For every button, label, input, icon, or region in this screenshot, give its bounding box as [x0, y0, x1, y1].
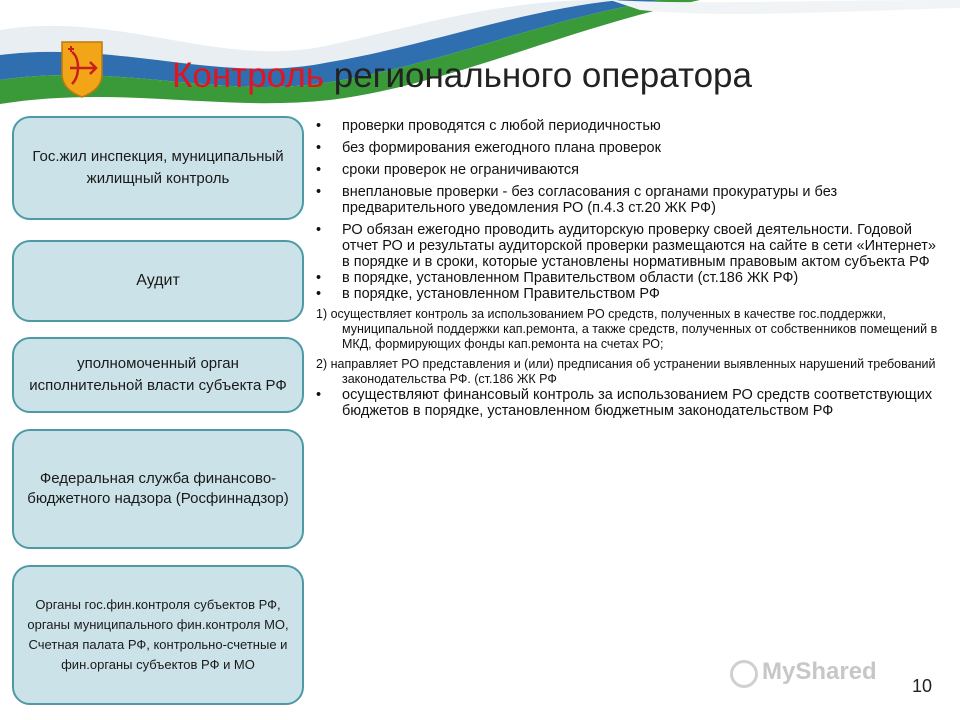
page-number: 10	[912, 676, 933, 696]
page-title-rest: регионального оператора	[324, 56, 752, 95]
audit-list	[316, 222, 946, 270]
page-title-accent: Контроль	[172, 56, 325, 95]
box-executive-authority	[12, 337, 304, 413]
box-audit	[12, 240, 304, 322]
list-item: • осуществляют финансовый контроль за использованием РО средств соответствующих бюджетов в порядке, установленном бюджетным законодательством РФ	[316, 387, 933, 419]
list-item: • без формирования ежегодного плана проверок	[316, 140, 661, 156]
content-area	[316, 118, 946, 419]
finance-list	[316, 387, 946, 419]
coat-of-arms-icon	[60, 40, 104, 98]
box-housing-inspection	[12, 116, 304, 220]
numbered-item: 2) направляет РО представления и (или) предписания об устранении выявленных нарушений требований законодательства РФ. (ст.186 ЖК РФ	[316, 357, 936, 386]
list-item: • РО обязан ежегодно проводить аудиторскую проверку своей деятельности. Годовой отчет РО и результаты аудиторской проверки размещаются на сайте в сети «Интернет» в порядке и в сроки, которые установлены нормативным правовым актом субъекта РФ	[316, 222, 936, 270]
list-item: • в порядке, установленном Правительством области (ст.186 ЖК РФ)	[316, 270, 799, 286]
inspection-list	[316, 118, 946, 216]
numbered-item: 1) осуществляет контроль за использованием РО средств, полученных в качестве гос.поддержки, муниципальной поддержки кап.ремонта, а также средств, полученных от собственников помещений в МКД, формирующих фонды кап.ремонта на счетах РО;	[316, 307, 938, 351]
list-item: • внеплановые проверки - без согласования с органами прокуратуры и без предварительного уведомления РО (п.4.3 ст.20 ЖК РФ)	[316, 184, 838, 216]
box-label: уполномоченный орган исполнительной власти субъекта РФ	[29, 355, 287, 394]
box-label: Федеральная служба финансово-бюджетного надзора (Росфиннадзор)	[27, 470, 289, 507]
page-title	[172, 56, 752, 96]
watermark-logo-icon	[730, 660, 758, 688]
authority-list	[316, 270, 946, 286]
federal-list	[316, 286, 946, 302]
list-item: • сроки проверок не ограничиваются	[316, 162, 580, 178]
box-financial-control-bodies	[12, 565, 304, 705]
list-item: • проверки проводятся с любой периодичностью	[316, 118, 661, 134]
box-label: Органы гос.фин.контроля субъектов РФ, органы муниципального фин.контроля МО, Счетная палата РФ, контрольно-счетные и фин.органы субъектов РФ и МО	[27, 597, 289, 672]
list-item: • в порядке, установленном Правительством РФ	[316, 286, 660, 302]
box-rosfinnadzor	[12, 429, 304, 549]
box-label: Гос.жил инспекция, муниципальный жилищный контроль	[32, 148, 284, 187]
watermark: MyShared	[762, 658, 877, 685]
box-label: Аудит	[136, 272, 180, 289]
